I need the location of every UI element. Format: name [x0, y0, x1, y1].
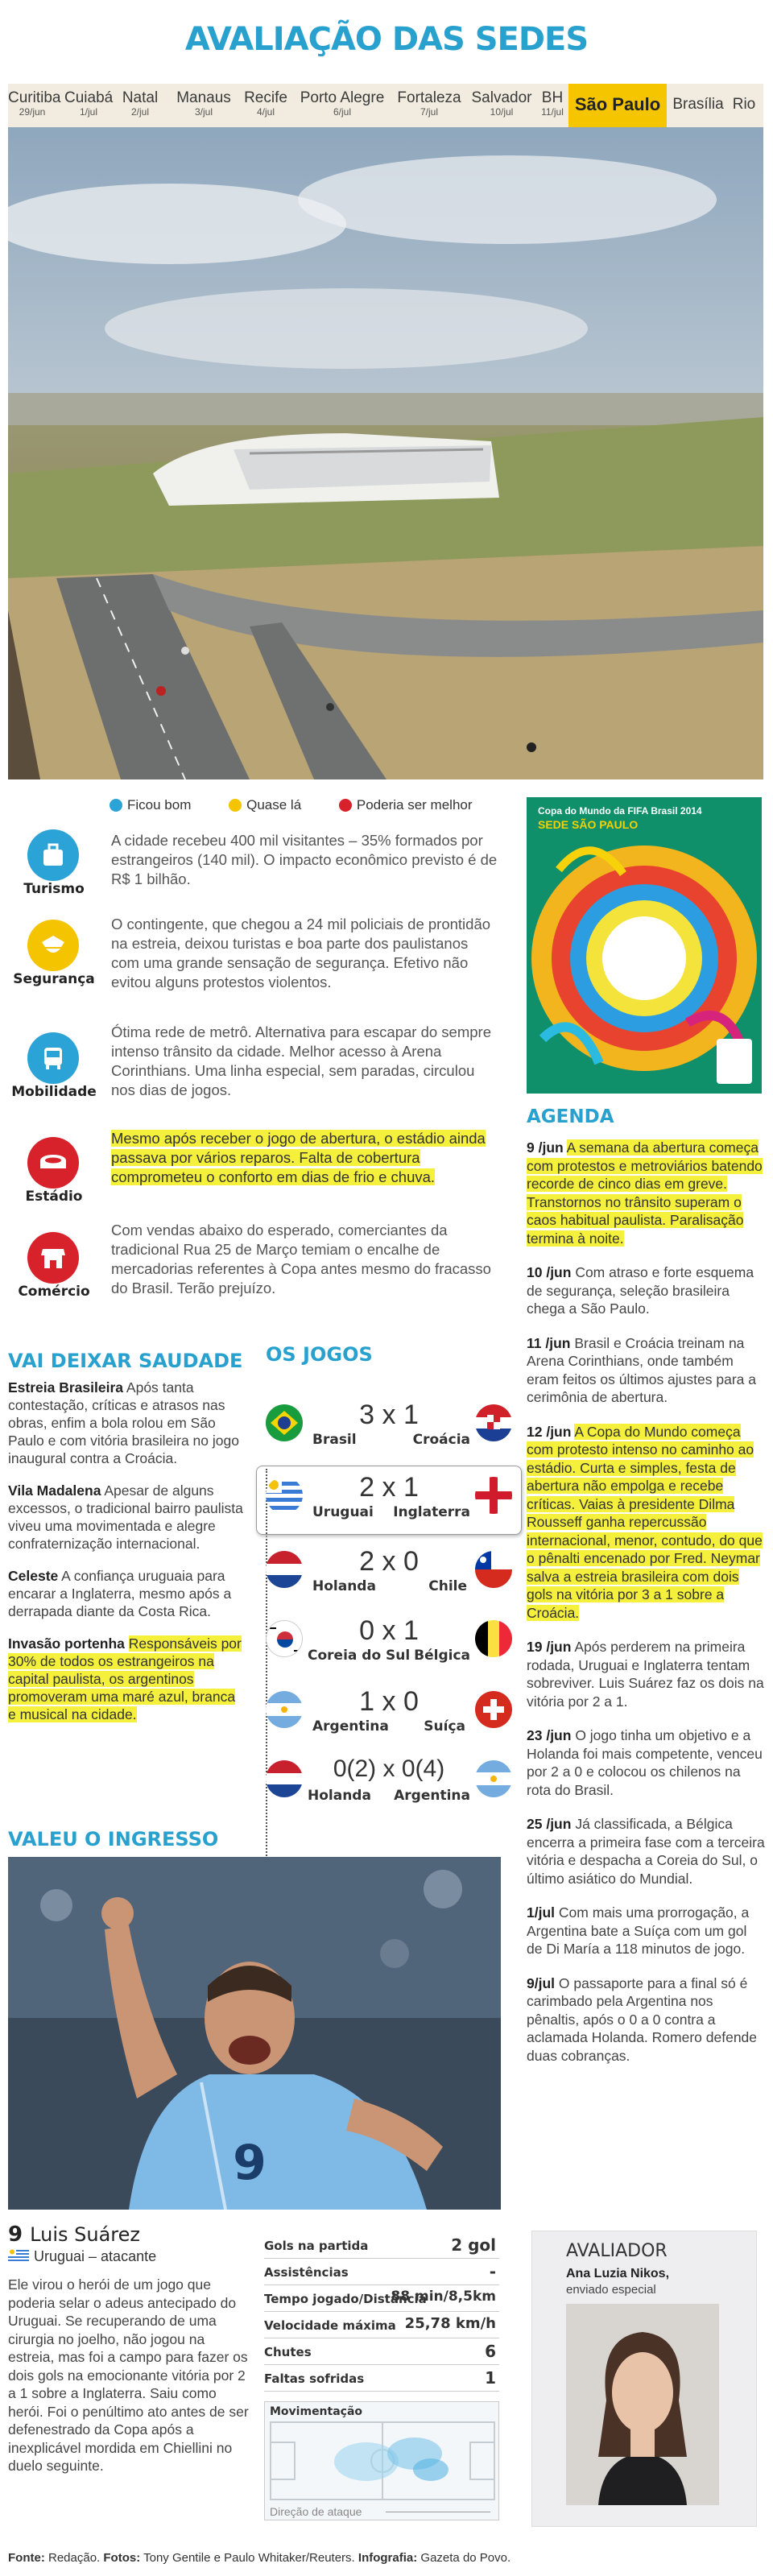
rating-label: Segurança	[13, 971, 95, 987]
away-team: Bélgica	[414, 1648, 470, 1664]
agenda-text: Já classificada, a Bélgica encerra a primeira fase com a terceira vitória e despacha a Coreia do Sul, o último asiático do Mundial.	[527, 1816, 765, 1887]
agenda-date: 10 /jun	[527, 1264, 572, 1280]
argentina-flag-icon	[475, 1760, 512, 1797]
credit-label: Fonte:	[8, 2551, 45, 2565]
stat-label: Velocidade máxima	[264, 2318, 396, 2333]
away-team: Suíça	[424, 1718, 465, 1735]
tab-natal[interactable]	[116, 90, 164, 118]
agenda-date: 25 /jun	[527, 1816, 572, 1832]
dot-icon	[229, 799, 242, 812]
stat-row	[264, 2312, 499, 2338]
tab-date: 10/jul	[490, 106, 514, 118]
tab-recife[interactable]	[240, 90, 291, 118]
belgium-flag-icon	[475, 1620, 512, 1657]
stat-value: 2 gol	[451, 2235, 496, 2255]
rating-legend	[110, 797, 506, 813]
page-title: AVALIAÇÃO DAS SEDES	[184, 21, 589, 58]
agenda-item	[527, 1423, 765, 1623]
tab-date: 3/jul	[194, 106, 213, 118]
rating-label: Turismo	[23, 881, 85, 897]
saudade-item	[8, 1635, 246, 1723]
rating-text: A cidade recebeu 400 mil visitantes – 35% formados por estrangeiros (140 mil). O impacto econômico previsto é de R$ 1 bilhão.	[111, 832, 498, 887]
saudade-text: Após tanta contestação, críticas e atrasos nas obras, enfim a bola rolou em São Paulo e com vitória brasileira no jogo inaugural contra a Croácia.	[8, 1379, 239, 1466]
match-row	[266, 1400, 512, 1448]
saudade-lead: Estreia Brasileira	[8, 1379, 124, 1396]
tab-label: BH	[541, 89, 564, 106]
stat-label: Faltas sofridas	[264, 2371, 365, 2386]
saudade-item	[8, 1379, 246, 1467]
match-row	[266, 1686, 512, 1735]
england-flag-icon	[475, 1477, 512, 1514]
player-number: 9	[8, 2222, 23, 2247]
agenda-item	[527, 1638, 765, 1710]
agenda-text: Após perderem na primeira rodada, Uruguai e Inglaterra tentam sobreviver. Luis Suárez faz os dois na vitória por 2 a 1.	[527, 1639, 764, 1710]
tab-label: Recife	[244, 89, 287, 106]
tab-porto-alegre[interactable]	[295, 90, 390, 118]
legend-label: Poderia ser melhor	[356, 797, 473, 812]
tab-label: Brasília	[672, 96, 724, 113]
rating-label: Mobilidade	[11, 1084, 97, 1100]
stadium-icon	[27, 1137, 79, 1189]
tab-label: Cuiabá	[64, 89, 114, 106]
legend-label: Ficou bom	[127, 797, 192, 812]
credit-text: Tony Gentile e Paulo Whitaker/Reuters.	[140, 2551, 358, 2565]
agenda-text: Com mais uma prorrogação, a Argentina bate a Suíça com um gol de Di María a 118 minutos de jogo.	[527, 1904, 750, 1957]
brazil-flag-icon	[266, 1404, 303, 1441]
home-team: Uruguai	[312, 1504, 374, 1520]
highlighted-text: Mesmo após receber o jogo de abertura, o estádio ainda passava por vários reparos. Falta de cobertura comprometeu o conforto em dias de frio e chuva.	[111, 1130, 486, 1185]
agenda-list	[527, 1139, 765, 2081]
stat-value: 1	[485, 2368, 496, 2388]
stat-row	[264, 2232, 499, 2259]
match-row	[266, 1755, 512, 1804]
saudade-text: Responsáveis por 30% de todos os estrangeiros na capital paulista, os argentinos promoveram uma maré azul, branca e musical na cidade.	[8, 1635, 242, 1722]
credit-text: Gazeta do Povo.	[417, 2551, 511, 2565]
uruguay-flag-icon	[266, 1477, 303, 1514]
evaluator-name: Ana Luzia Nikos,	[566, 2267, 670, 2280]
agenda-date: 23 /jun	[527, 1727, 572, 1743]
movement-heatmap	[264, 2401, 499, 2520]
agenda-text: Com atraso e forte esquema de segurança, seleção brasileira chega a São Paulo.	[527, 1264, 754, 1317]
rating-label: Comércio	[18, 1284, 90, 1300]
rating-label: Estádio	[25, 1189, 83, 1205]
match-score: 3 x 1	[359, 1400, 419, 1430]
stat-value: 6	[485, 2342, 496, 2361]
evaluator-photo	[566, 2304, 719, 2505]
rating-text: Ótima rede de metrô. Alternativa para escapar do sempre intenso trânsito da cidade. Melhor acesso à Arena Corinthians. Uma linha especial, sem paradas, circulou nos dias de jogos.	[111, 1023, 491, 1098]
saudade-lead: Celeste	[8, 1568, 59, 1584]
stat-value: 25,78 km/h	[404, 2315, 496, 2332]
stadium-aerial-photo	[8, 127, 763, 779]
match-score: 2 x 0	[359, 1546, 419, 1577]
rating-comercio	[10, 1232, 98, 1300]
agenda-item	[527, 1815, 765, 1888]
evaluator-heading: AVALIADOR	[566, 2241, 668, 2261]
stat-row	[264, 2365, 499, 2392]
home-team: Argentina	[312, 1718, 389, 1735]
match-row	[266, 1472, 512, 1520]
rating-turismo	[10, 829, 98, 897]
agenda-date: 11 /jun	[527, 1334, 571, 1351]
agenda-date: 9 /jun	[527, 1139, 564, 1156]
saudade-item	[8, 1567, 246, 1620]
evaluator-box	[531, 2231, 757, 2527]
uruguay-flag-icon	[8, 2248, 29, 2263]
agenda-item	[527, 1726, 765, 1799]
match-score: 1 x 0	[359, 1686, 419, 1717]
tab-label: Curitiba	[8, 89, 61, 106]
svg-text:9: 9	[233, 2135, 267, 2191]
tab-label: Salvador	[471, 89, 532, 106]
agenda-heading: AGENDA	[527, 1106, 614, 1127]
stat-row	[264, 2259, 499, 2285]
match-score: 0(2) x 0(4)	[333, 1755, 445, 1782]
match-row	[266, 1546, 512, 1594]
agenda-text: Brasil e Croácia treinam na Arena Corinthians, onde também eram feitos os últimos ajustes para a cerimônia de abertura.	[527, 1334, 756, 1405]
stat-row	[264, 2285, 499, 2312]
legend-almost	[229, 797, 301, 812]
luggage-icon	[27, 829, 79, 881]
dot-icon	[339, 799, 352, 812]
rating-mobilidade	[10, 1032, 98, 1100]
agenda-date: 19 /jun	[527, 1639, 572, 1655]
stat-row	[264, 2338, 499, 2365]
home-team: Holanda	[308, 1788, 371, 1804]
tab-cuiaba[interactable]	[64, 90, 113, 118]
match-score: 0 x 1	[359, 1615, 419, 1646]
away-team: Croácia	[412, 1432, 470, 1448]
away-team: Argentina	[394, 1788, 470, 1804]
agenda-text: O jogo tinha um objetivo e a Holanda foi mais competente, venceu por 2 a 0 e colocou os chilenos na rota do Brasil.	[527, 1727, 763, 1798]
tab-label: Porto Alegre	[300, 89, 385, 106]
player-stats	[264, 2232, 499, 2392]
tab-date: 1/jul	[79, 106, 97, 118]
tab-date: 7/jul	[420, 106, 438, 118]
tab-label: Manaus	[176, 89, 231, 106]
credit-label: Fotos:	[103, 2551, 141, 2565]
player-name-row	[8, 2222, 140, 2247]
korea-flag-icon	[266, 1620, 303, 1657]
tab-rio[interactable]	[726, 97, 762, 113]
rating-text	[111, 1129, 498, 1187]
tab-date: 11/jul	[541, 106, 564, 118]
stat-label: Tempo jogado/Distância	[264, 2292, 427, 2306]
tab-fortaleza[interactable]	[393, 90, 465, 118]
shop-icon	[27, 1232, 79, 1284]
tab-brasilia[interactable]	[670, 97, 726, 113]
tab-date: 6/jul	[333, 106, 351, 118]
away-team: Chile	[428, 1578, 467, 1594]
agenda-date: 9/jul	[527, 1974, 556, 1991]
poster-title: Copa do Mundo da FIFA Brasil 2014	[538, 805, 702, 817]
tab-date: 2/jul	[130, 106, 149, 118]
credit-text: Redação.	[44, 2551, 104, 2565]
agenda-text: A semana da abertura começa com protestos e metroviários batendo recorde de cinco dias em greve. Transtornos no trânsito superam o caos habitual paulista. Paralisação termina à noite.	[527, 1139, 763, 1247]
credits-footer	[8, 2551, 511, 2565]
player-description: Ele virou o herói de um jogo que poderia selar o adeus antecipado do Uruguai. Se recuperando de uma cirurgia no joelho, não jogou na estreia, mas foi a campo para fazer os dois gols na emocionante vitória por 2 a 1 sobre a Inglaterra. Saiu como herói. Foi o penúltimo ato antes de ser defenestrado da Copa após a inexplicável mordida em Chiellini no duelo seguinte.	[8, 2276, 249, 2474]
legend-good	[110, 797, 191, 812]
world-cup-poster	[527, 797, 762, 1094]
attack-direction-label: Direção de ataque	[270, 2505, 362, 2518]
saudade-text: A confiança uruguaia para encarar a Inglaterra, mesmo após a derrapada diante da Costa Rica.	[8, 1568, 232, 1619]
rating-seguranca	[10, 920, 98, 987]
tab-label: Natal	[122, 89, 159, 106]
home-team: Holanda	[312, 1578, 376, 1594]
credit-label: Infografia:	[358, 2551, 418, 2565]
tab-label: Fortaleza	[397, 89, 461, 106]
agenda-item	[527, 1139, 765, 1247]
jogos-heading: OS JOGOS	[266, 1343, 373, 1366]
rating-estadio	[10, 1137, 98, 1205]
agenda-date: 1/jul	[527, 1904, 556, 1921]
agenda-item	[527, 1974, 765, 2065]
tab-salvador[interactable]	[467, 90, 536, 118]
tab-bh[interactable]	[536, 90, 568, 118]
saudade-lead: Vila Madalena	[8, 1482, 101, 1499]
legend-label: Quase lá	[246, 797, 302, 812]
switzerland-flag-icon	[475, 1691, 512, 1728]
stat-value: 88 min/8,5km	[391, 2289, 496, 2305]
tab-curitiba[interactable]	[8, 89, 61, 118]
ingresso-heading: VALEU O INGRESSO	[8, 1828, 219, 1850]
home-team: Coreia do Sul	[308, 1648, 411, 1664]
rating-text: O contingente, que chegou a 24 mil policiais de prontidão na estreia, deixou turistas e boa parte dos paulistanos com uma grande sensação de segurança. Efetivo não evitou alguns protestos violentos.	[111, 916, 491, 990]
evaluator-role: enviado especial	[566, 2283, 656, 2297]
argentina-flag-icon	[266, 1691, 303, 1728]
city-tab-bar	[8, 84, 763, 127]
netherlands-flag-icon	[266, 1760, 303, 1797]
legend-bad	[339, 797, 473, 812]
tab-label: Rio	[732, 96, 756, 113]
soccer-field-icon	[270, 2421, 495, 2500]
agenda-text: A Copa do Mundo começa com protesto intenso no caminho ao estádio. Curta e simples, festa de abertura não empolga e recebe críticas. Vaias à presidente Dilma Rousseff ganha repercussão internacional, menor, contudo, do que o pênalti encenado por Fred. Neymar salva a estreia brasileira com dois gols na vitória por 3 a 1 sobre a Croácia.	[527, 1423, 763, 1621]
saudade-lead: Invasão portenha	[8, 1635, 125, 1652]
police-cap-icon	[27, 920, 79, 971]
saudade-list	[8, 1379, 246, 1723]
player-role: Uruguai – atacante	[34, 2248, 157, 2264]
tab-date: 29/jun	[19, 106, 46, 118]
player-photo	[8, 1857, 501, 2210]
agenda-item	[527, 1263, 765, 1318]
poster-subtitle: SEDE SÃO PAULO	[538, 818, 639, 831]
rating-text: Com vendas abaixo do esperado, comerciantes da tradicional Rua 25 de Março temiam o encalhe de mercadorias referentes à Copa antes mesmo do fracasso do Brasil. Terão prejuízo.	[111, 1222, 491, 1296]
tab-manaus[interactable]	[174, 90, 234, 118]
stat-label: Gols na partida	[264, 2239, 369, 2253]
agenda-text: O passaporte para a final só é carimbado pela Argentina nos pênaltis, após o 0 a 0 contra a aclamada Holanda. Romero defende duas cobranças.	[527, 1974, 758, 2064]
dot-icon	[110, 799, 122, 812]
tab-label: São Paulo	[574, 94, 661, 114]
stat-label: Chutes	[264, 2345, 312, 2359]
heatmap-label: Movimentação	[270, 2405, 363, 2418]
netherlands-flag-icon	[266, 1551, 303, 1588]
agenda-item	[527, 1334, 765, 1407]
tab-date: 4/jul	[256, 106, 275, 118]
chile-flag-icon	[475, 1551, 512, 1588]
match-row	[266, 1615, 512, 1664]
croatia-flag-icon	[475, 1404, 512, 1441]
bus-icon	[27, 1032, 79, 1084]
saudade-heading: VAI DEIXAR SAUDADE	[8, 1350, 243, 1372]
agenda-item	[527, 1904, 765, 1958]
agenda-date: 12 /jun	[527, 1423, 572, 1440]
home-team: Brasil	[312, 1432, 357, 1448]
saudade-text: Apesar de alguns excessos, o tradicional bairro paulista viveu uma movimentada e alegre confraternização internacional.	[8, 1482, 243, 1552]
match-score: 2 x 1	[359, 1472, 419, 1503]
saudade-item	[8, 1482, 246, 1553]
stat-label: Assistências	[264, 2265, 349, 2280]
stat-value: -	[489, 2262, 496, 2281]
player-name: Luis Suárez	[30, 2223, 140, 2246]
away-team: Inglaterra	[393, 1504, 470, 1520]
